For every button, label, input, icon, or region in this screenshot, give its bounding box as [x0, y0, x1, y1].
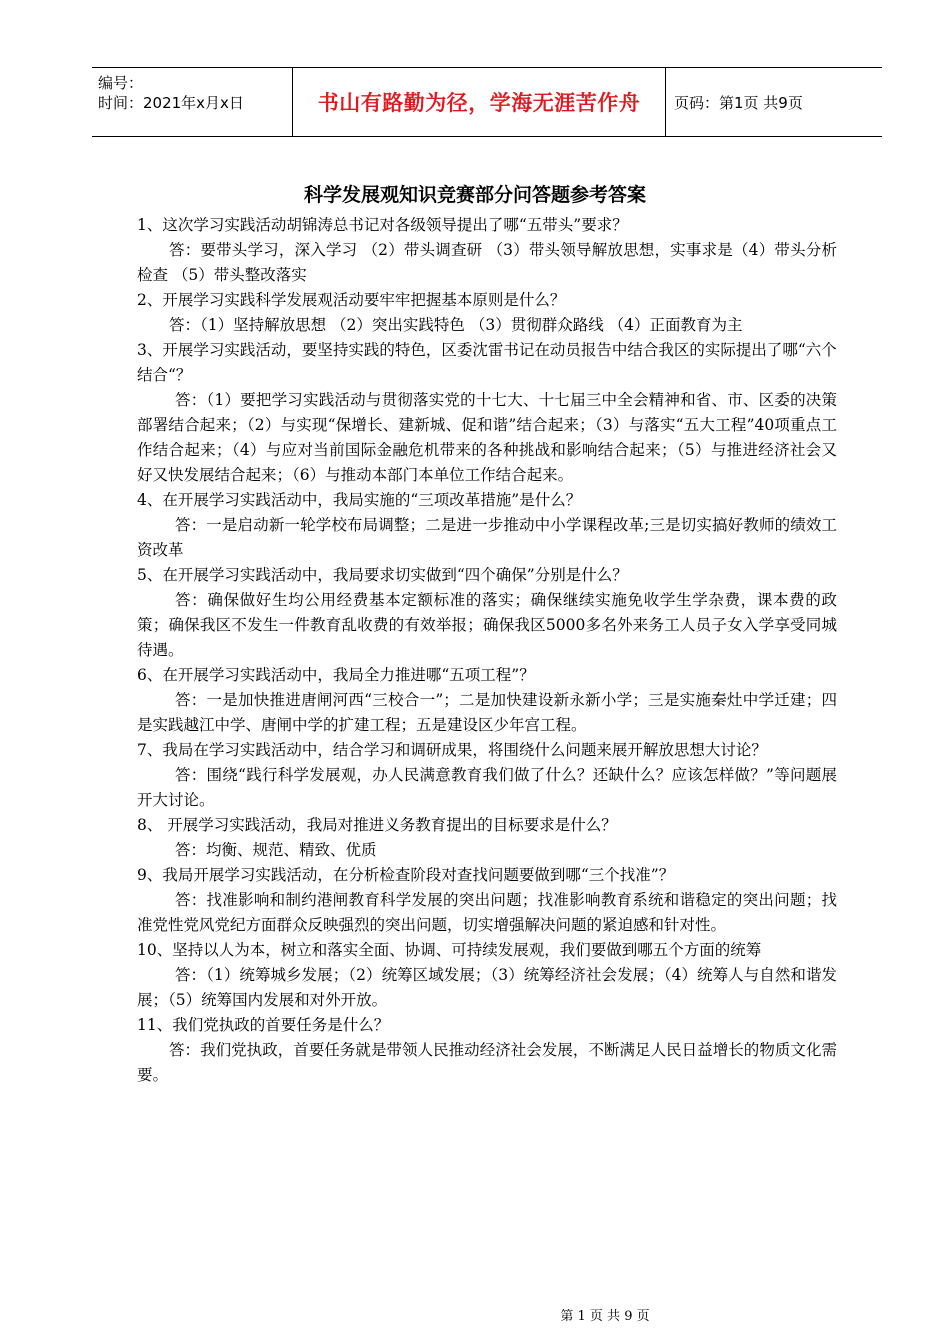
header-meta-cell [92, 68, 292, 136]
header-table [92, 67, 882, 137]
answer-6: 答：一是加快推进唐闸河西“三校合一”；二是加快建设新永新小学；三是实施秦灶中学迁建；四是实践越江中学、唐闸中学的扩建工程；五是建设区少年宫工程。 [137, 691, 837, 734]
question-8: 8、 开展学习实践活动，我局对推进义务教育提出的目标要求是什么？ [137, 816, 617, 834]
answer-4: 答：一是启动新一轮学校布局调整；二是进一步推动中小学课程改革;三是切实搞好教师的绩效工资改革 [137, 516, 837, 559]
document-body [137, 213, 837, 1088]
page-info: 页码：第1页 共9页 [674, 93, 803, 112]
question-11: 11、我们党执政的首要任务是什么？ [137, 1016, 390, 1034]
question-1: 1、这次学习实践活动胡锦涛总书记对各级领导提出了哪“五带头”要求？ [137, 216, 628, 234]
header-page-cell [666, 68, 882, 136]
question-4: 4、在开展学习实践活动中，我局实施的“三项改革措施”是什么？ [137, 491, 582, 509]
answer-1: 答：要带头学习，深入学习 （2）带头调查研 （3）带头领导解放思想，实事求是（4）带头分析检查 （5）带头整改落实 [137, 241, 837, 284]
motto: 书山有路勤为径，学海无涯苦作舟 [317, 91, 641, 115]
answer-8: 答：均衡、规范、精致、优质 [175, 841, 377, 859]
question-9: 9、我局开展学习实践活动，在分析检查阶段对查找问题要做到哪“三个找准”？ [137, 866, 675, 884]
date-line: 时间：2021年x月x日 [98, 94, 244, 112]
answer-7: 答：围绕“践行科学发展观，办人民满意教育我们做了什么？还缺什么？应该怎样做？”等问题展开大讨论。 [137, 766, 837, 809]
header-motto-cell [292, 68, 666, 136]
question-10: 10、坚持以人为本，树立和落实全面、协调、可持续发展观，我们要做到哪五个方面的统筹 [137, 941, 762, 959]
answer-10: 答：（1）统筹城乡发展；（2）统筹区域发展；（3）统筹经济社会发展；（4）统筹人与自然和谐发展；（5）统筹国内发展和对外开放。 [137, 966, 837, 1009]
answer-5: 答：确保做好生均公用经费基本定额标准的落实；确保继续实施免收学生学杂费，课本费的政策；确保我区不发生一件教育乱收费的有效举报；确保我区5000多名外来务工人员子女入学享受同城待遇。 [137, 591, 837, 659]
page-footer: 第 1 页 共 9 页 [560, 1309, 650, 1324]
question-2: 2、开展学习实践科学发展观活动要牢牢把握基本原则是什么？ [137, 291, 566, 309]
serial-label: 编号： [98, 74, 144, 92]
answer-11: 答：我们党执政，首要任务就是带领人民推动经济社会发展，不断满足人民日益增长的物质文化需要。 [137, 1041, 837, 1084]
document-title: 科学发展观知识竞赛部分问答题参考答案 [303, 184, 646, 206]
question-7: 7、我局在学习实践活动中，结合学习和调研成果，将围绕什么问题来展开解放思想大讨论？ [137, 741, 767, 759]
answer-3: 答：（1）要把学习实践活动与贯彻落实党的十七大、十七届三中全会精神和省、市、区委的决策部署结合起来；（2）与实现“保增长、建新城、促和谐”结合起来；（3）与落实“五大工程”40项重点工作结合起来；（4）与应对当前国际金融危机带来的各种挑战和影响结合起来；（5）与推进经济社会又好又快发展结合起来；（6）与推动本部门本单位工作结合起来。 [137, 391, 837, 484]
question-3: 3、开展学习实践活动，要坚持实践的特色，区委沈雷书记在动员报告中结合我区的实际提出了哪“六个结合“？ [137, 341, 837, 384]
answer-9: 答：找准影响和制约港闸教育科学发展的突出问题；找准影响教育系统和谐稳定的突出问题；找准党性党风党纪方面群众反映强烈的突出问题，切实增强解决问题的紧迫感和针对性。 [137, 891, 837, 934]
question-6: 6、在开展学习实践活动中，我局全力推进哪“五项工程”？ [137, 666, 535, 684]
question-5: 5、在开展学习实践活动中，我局要求切实做到“四个确保”分别是什么？ [137, 566, 628, 584]
answer-2: 答：（1）坚持解放思想 （2）突出实践特色 （3）贯彻群众路线 （4）正面教育为主 [169, 316, 743, 334]
